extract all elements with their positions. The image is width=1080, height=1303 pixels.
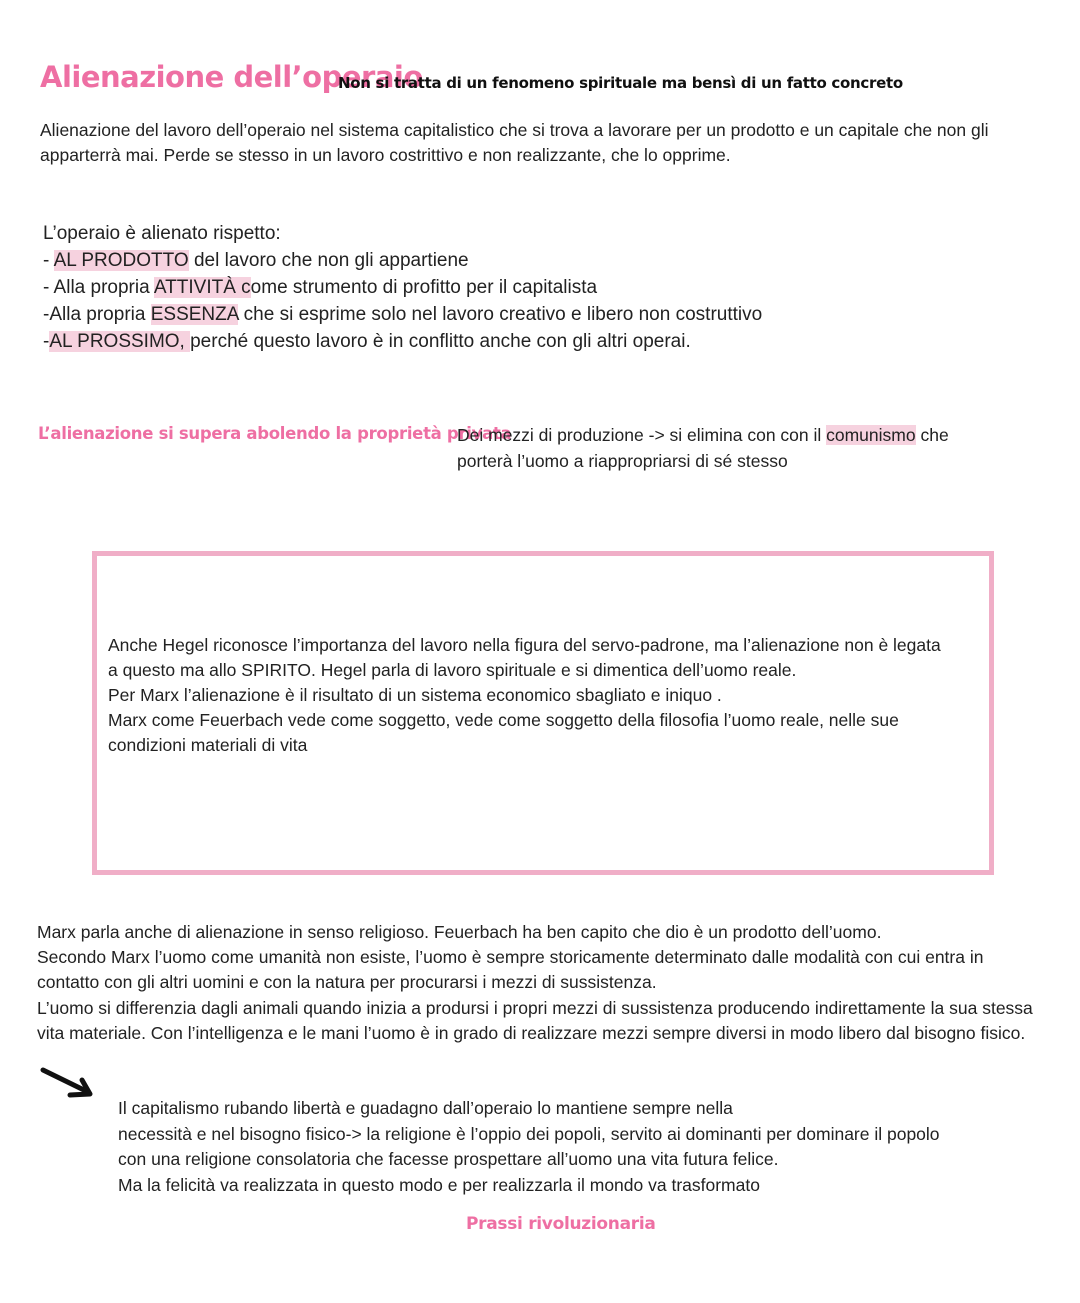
note-line: Marx come Feuerbach vede come soggetto, vede come soggetto della filosofia l’uomo reale, nelle sue	[108, 710, 899, 730]
list-item-text: perché questo lavoro è in conflitto anche con gli altri operai.	[190, 331, 691, 352]
religion-paragraph	[37, 920, 1072, 1046]
overcome-line	[457, 422, 1017, 448]
arrow-down-right-icon	[40, 1062, 100, 1102]
religion-line: L’uomo si differenzia dagli animali quando inizia a produrs​i i propri mezzi di sussistenza producendo indirettamente la sua stessa	[37, 997, 1033, 1018]
highlight-term: ESSENZA	[150, 304, 239, 325]
alienation-list	[43, 220, 762, 355]
list-item-prefix: -Alla propria	[43, 304, 151, 325]
alienation-list-heading: L’operaio è alienato rispetto:	[43, 223, 281, 244]
list-item	[43, 274, 762, 301]
capitalism-line: Ma la felicità va realizzata in questo modo e per realizzarla il mondo va trasformato	[118, 1174, 760, 1195]
page-title: Alienazione dell’operaio	[40, 60, 423, 94]
list-item	[43, 328, 762, 355]
highlight-term: comunismo	[826, 425, 916, 445]
note-line: condizioni materiali di vita	[108, 735, 308, 755]
intro-line: apparterrà mai. Perde se stesso in un lavoro costrittivo e non realizzante, che lo opprime.	[40, 145, 731, 165]
religion-line: vita materiale. Con l’intelligenza e le mani l’uomo è in grado di realizzare mezzi sempre diversi in modo libero dal bisogno fisico.	[37, 1022, 1026, 1043]
prassi-label: Prassi rivoluzionaria	[466, 1214, 656, 1234]
religion-line: Marx parla anche di alienazione in senso religioso. Feuerbach ha ben capito che dio è un prodotto dell’uomo.	[37, 922, 882, 942]
hegel-note-text	[108, 633, 988, 758]
list-item-prefix: -	[43, 331, 50, 352]
highlight-term: ATTIVITÀ c	[153, 277, 251, 298]
note-line: Per Marx l’alienazione è il risultato di un sistema economico sbagliato e iniquo .	[108, 685, 722, 705]
list-item-prefix: -	[43, 250, 54, 271]
list-item-text: che si esprime solo nel lavoro creativo e libero non costruttivo	[238, 304, 763, 325]
list-item	[43, 301, 762, 328]
overcome-text: Dei mezzi di produzione -> si elimina con con il	[457, 425, 827, 445]
capitalism-line: Il capitalismo rubando libertà e guadagno dall’operaio lo mantiene sempre nella	[118, 1098, 733, 1118]
overcome-text: che	[915, 425, 949, 445]
religion-line: Secondo Marx l’uomo come umanità non esiste, l’uomo è sempre storicamente determinato dalle modalità con cui entra in	[37, 947, 984, 968]
intro-paragraph	[40, 118, 1050, 168]
page-subtitle: Non si tratta di un fenomeno spirituale ma bensì di un fatto concreto	[338, 74, 903, 92]
overcome-line: porterà l’uomo a riappropriarsi di sé stesso	[457, 451, 788, 471]
capitalism-line: con una religione consolatoria che facesse prospettare all’uomo una vita futura felice.	[118, 1149, 779, 1169]
note-line: a questo ma allo SPIRITO. Hegel parla di lavoro spirituale e si dimentica dell’uomo reale.	[108, 660, 797, 680]
list-item	[43, 247, 762, 274]
highlight-term: AL PROSSIMO,	[49, 331, 191, 352]
note-line: Anche Hegel riconosce l’importanza del lavoro nella figura del servo-padrone, ma l’alienazione non è legata	[108, 635, 941, 655]
overcome-heading: L’alienazione si supera abolendo la proprietà privata	[38, 424, 512, 443]
intro-line: Alienazione del lavoro dell’operaio nel sistema capitalistico che si trova a lavorare per un prodotto e un capitale che non gli	[40, 120, 989, 140]
capitalism-paragraph	[118, 1096, 1018, 1198]
highlight-term: AL PRODOTTO	[53, 250, 189, 271]
capitalism-line: necessità e nel bisogno fisico-> la religione è l’oppio dei popoli, servito ai dominanti per dominare il popolo	[118, 1123, 940, 1144]
religion-line: contatto con gli altri uomini e con la natura per procurarsi i mezzi di sussistenza.	[37, 972, 657, 993]
list-item-prefix: - Alla propria	[43, 277, 154, 298]
list-item-text: del lavoro che non gli appartiene	[188, 250, 469, 271]
overcome-paragraph	[457, 422, 1017, 474]
list-item-text: ome strumento di profitto per il capitalista	[250, 277, 598, 298]
